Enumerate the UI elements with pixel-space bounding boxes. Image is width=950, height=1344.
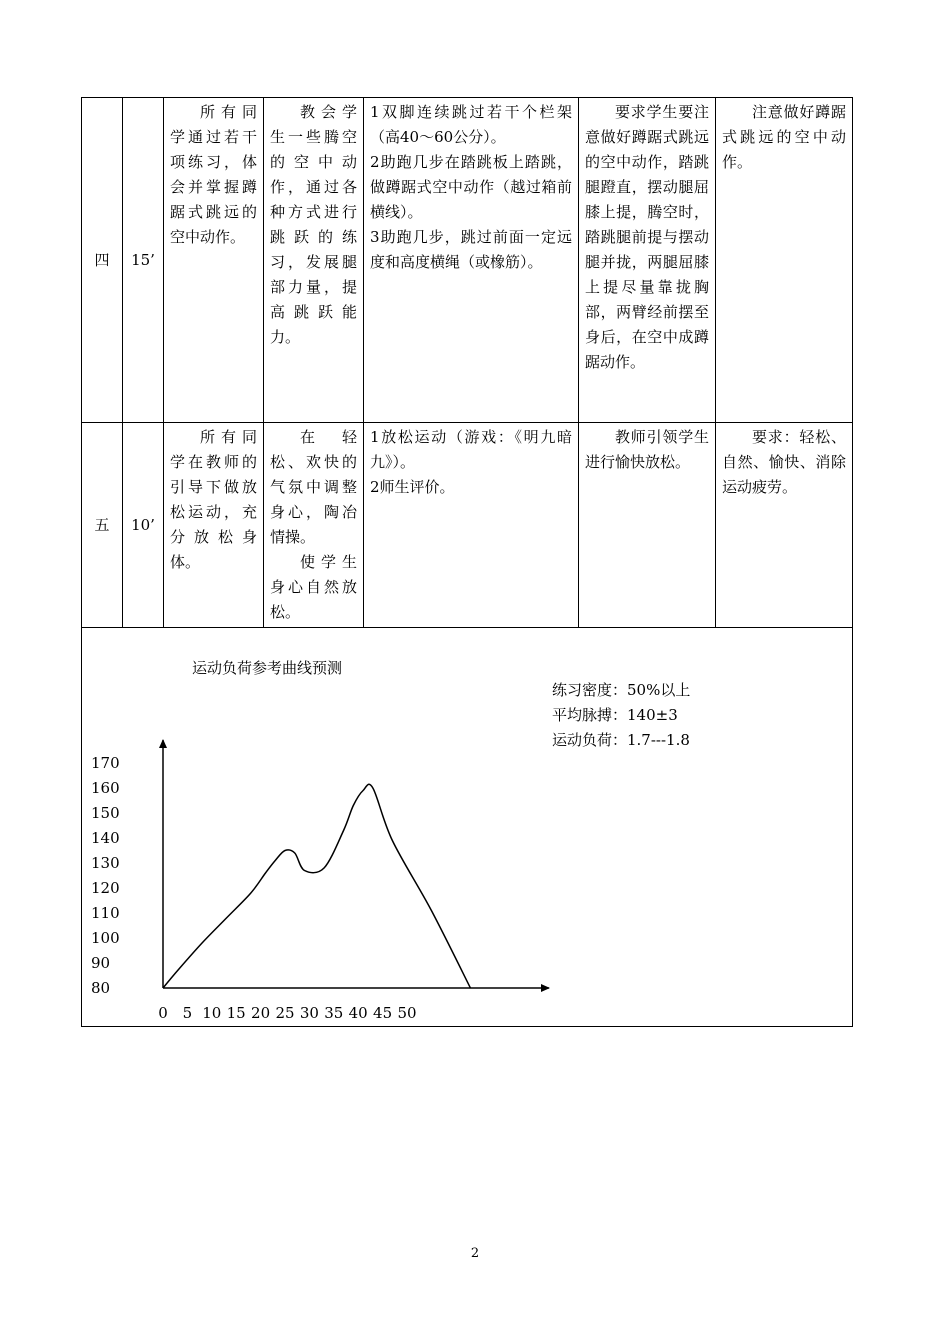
y-tick-label: 170 xyxy=(91,754,120,772)
page-number: 2 xyxy=(470,1246,480,1261)
y-tick-label: 150 xyxy=(91,804,120,822)
y-tick-label: 80 xyxy=(91,979,111,997)
y-tick-label: 110 xyxy=(91,904,120,922)
x-tick-label: 40 xyxy=(348,1004,368,1022)
y-tick-label: 90 xyxy=(91,954,111,972)
x-tick-label: 20 xyxy=(251,1004,271,1022)
x-tick-label: 15 xyxy=(226,1004,246,1022)
y-tick-label: 160 xyxy=(91,779,120,797)
method-item: 1放松运动（游戏：《明九暗九》）。 xyxy=(370,428,572,471)
x-tick-label: 5 xyxy=(182,1004,193,1022)
content-paragraph: 使学生身心自然放松。 xyxy=(270,553,357,621)
section-teacher: 要求学生要注意做好蹲踞式跳远的空中动作，踏跳腿蹬直，摆动腿屈膝上提，腾空时，踏跳腿前提与摆动腿并拢，两腿屈膝上提尽量靠拢胸部，两臂经前摆至身后，在空中成蹲踞动作。 xyxy=(579,98,716,423)
table-row xyxy=(82,423,853,628)
section-notes: 注意做好蹲踞式跳远的空中动作。 xyxy=(716,98,853,423)
load-curve-chart xyxy=(82,628,851,1026)
y-tick-label: 120 xyxy=(91,879,120,897)
x-tick-label: 35 xyxy=(324,1004,344,1022)
chart-title: 运动负荷参考曲线预测 xyxy=(192,659,343,677)
section-methods xyxy=(364,98,579,423)
table-row xyxy=(82,628,853,1027)
section-number: 五 xyxy=(82,423,123,628)
x-tick-label: 0 xyxy=(158,1004,168,1022)
x-tick-label: 10 xyxy=(202,1004,222,1022)
section-goal: 所有同学在教师的引导下做放松运动，充分放松身体。 xyxy=(164,423,264,628)
method-item: 2助跑几步在踏跳板上踏跳，做蹲踞式空中动作（越过箱前横线）。 xyxy=(370,153,572,221)
load-stat: 运动负荷：1.7---1.8 xyxy=(552,731,690,749)
section-notes: 要求：轻松、自然、愉快、消除运动疲劳。 xyxy=(716,423,853,628)
x-tick-label: 25 xyxy=(275,1004,295,1022)
x-tick-label: 50 xyxy=(397,1004,417,1022)
section-content: 教会学生一些腾空的空中动作，通过各种方式进行跳跃的练习，发展腿部力量，提高跳跃能力。 xyxy=(264,98,364,423)
method-item: 2师生评价。 xyxy=(370,478,455,496)
method-item: 3助跑几步，跳过前面一定远度和高度横绳（或橡筋）。 xyxy=(370,228,572,271)
load-curve-line xyxy=(163,784,470,988)
density-stat: 练习密度：50%以上 xyxy=(552,681,691,699)
pulse-stat: 平均脉搏：140±3 xyxy=(552,706,678,724)
y-tick-label: 130 xyxy=(91,854,120,872)
chart-cell xyxy=(82,628,853,1027)
section-teacher: 教师引领学生进行愉快放松。 xyxy=(579,423,716,628)
y-tick-label: 100 xyxy=(91,929,120,947)
lesson-plan-table xyxy=(81,97,853,1027)
x-tick-label: 30 xyxy=(299,1004,319,1022)
method-item: 1双脚连续跳过若干个栏架（高40～60公分）。 xyxy=(370,103,572,146)
content-paragraph: 在轻松、欢快的气氛中调整身心，陶冶情操。 xyxy=(270,428,357,546)
section-time: 10’ xyxy=(123,423,164,628)
x-tick-label: 45 xyxy=(373,1004,393,1022)
section-number: 四 xyxy=(82,98,123,423)
section-goal: 所有同学通过若干项练习，体会并掌握蹲踞式跳远的空中动作。 xyxy=(164,98,264,423)
section-methods xyxy=(364,423,579,628)
table-row xyxy=(82,98,853,423)
section-content xyxy=(264,423,364,628)
y-tick-label: 140 xyxy=(91,829,120,847)
section-time: 15’ xyxy=(123,98,164,423)
